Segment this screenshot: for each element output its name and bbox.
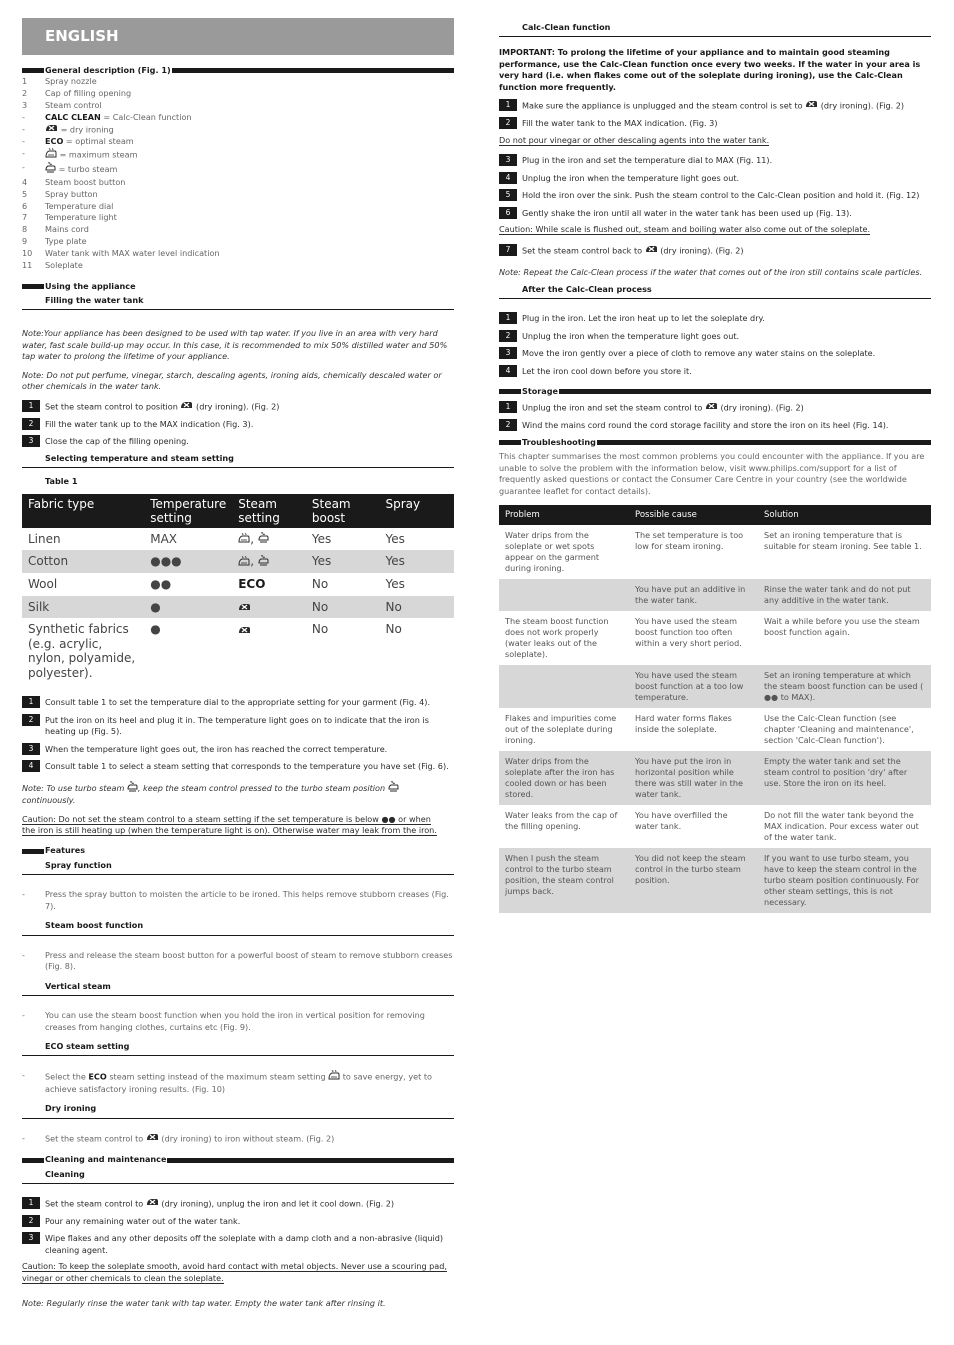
step-text: Make sure the appliance is unplugged and the steam control is set to (dry ironing). (Fig. 2): [522, 100, 905, 111]
step-text: Wipe flakes and any other deposits off the soleplate with a damp cloth and a non-abrasive (liquid) cleaning agent.: [45, 1233, 444, 1255]
section-storage: Storage: [499, 386, 931, 397]
calc-steps-a: [499, 99, 931, 129]
step-text: When the temperature light goes out, the iron has reached the correct temperature.: [45, 743, 388, 754]
section-using-appliance: Using the appliance: [22, 281, 454, 292]
dry-ironing-icon: [45, 124, 58, 136]
step-text: Consult table 1 to set the temperature dial to the appropriate setting for your garment (Fig. 4).: [45, 697, 431, 708]
step-number: 2: [22, 418, 40, 430]
table-label: Table 1: [45, 476, 78, 487]
step-text: Set the steam control to (dry ironing), unplug the iron and let it cool down. (Fig. 2): [45, 1198, 395, 1209]
parts-list-item: 3 Steam control: [22, 99, 102, 110]
step-text: Move the iron gently over a piece of cloth to remove any water stains on the soleplate.: [522, 348, 876, 359]
step-number: 2: [499, 117, 517, 129]
step-item: [499, 117, 931, 129]
step-text: Hold the iron over the sink. Push the steam control to the Calc-Clean position and hold it. (Fig. 12): [522, 190, 920, 201]
step-text: Set the steam control to position (dry ironing). (Fig. 2): [45, 401, 280, 412]
step-item: [22, 1197, 454, 1210]
table-row: Silk ● No No: [22, 596, 454, 619]
turbo-steam-icon: [388, 781, 399, 795]
step-text: Fill the water tank up to the MAX indication (Fig. 3).: [45, 418, 254, 429]
dry-ironing-icon: [238, 600, 251, 615]
max-steam-icon: [328, 1070, 340, 1083]
parts-list-item: 2 Cap of filling opening: [22, 87, 132, 98]
max-steam-icon: [238, 532, 250, 547]
step-item: [22, 714, 454, 738]
step-item: [499, 154, 931, 166]
dry-ironing-icon: [705, 402, 718, 413]
step-text: Consult table 1 to select a steam setting that corresponds to the temperature you have set (Fig. 6).: [45, 761, 449, 772]
table-row: Linen MAX , Yes Yes: [28, 531, 405, 546]
parts-list-item: 10 Water tank with MAX water level indication: [22, 248, 220, 259]
note-no-perfume: Note: Do not put perfume, vinegar, starch, descaling agents, ironing aids, chemically descaled water or other chemicals in the water tank.: [22, 369, 442, 392]
section-general-description: General description (Fig. 1): [22, 65, 454, 76]
dry-ironing-icon: [180, 401, 193, 412]
step-item: [22, 696, 454, 708]
table-row: Water drips from the soleplate after the iron has cooled down or has been stored. You have put the iron in horizontal position while there was still water in the water tank. Empty the water tank and set the steam control to position 'dry' after use. Store the iron on its heel.: [499, 751, 931, 805]
caution-steam: Caution: Do not set the steam control to a steam setting if the set temperature is below ●● or when the iron is still heating up (when the temperature light is on). Otherwise water may leak from the iron.: [22, 813, 437, 836]
max-steam-icon: [238, 555, 250, 570]
warning-vinegar: Do not pour vinegar or other descaling agents into the water tank.: [499, 134, 770, 145]
important-notice: IMPORTANT: To prolong the lifetime of your appliance and to maintain good steaming performance, use the Calc-Clean function once every two weeks. If the water in your area is very hard (i.e. when flakes come out of the soleplate during ironing), use the Calc-Clean function more frequently.: [499, 47, 921, 92]
step-number: 5: [499, 189, 517, 201]
table-header: Spray: [379, 494, 454, 528]
table-row: When I push the steam control to the turbo steam position, the steam control jumps back. You did not keep the steam control in the turbo steam position. If you want to use turbo steam, you have to keep the steam control in the turbo steam position continuously. For other steam settings, this is not necessary.: [499, 848, 931, 913]
note-rinse: Note: Regularly rinse the water tank with tap water. Empty the water tank after rinsing it.: [22, 1298, 386, 1309]
step-number: 1: [499, 99, 517, 111]
step-item: [499, 207, 931, 219]
step-text: Let the iron cool down before you store it.: [522, 365, 692, 376]
step-number: 3: [499, 347, 517, 359]
step-text: Set the steam control back to (dry ironing). (Fig. 2): [522, 244, 744, 255]
language-banner: ENGLISH: [22, 18, 454, 55]
table-row: Flakes and impurities come out of the soleplate during ironing. Hard water forms flakes inside the soleplate. Use the Calc-Clean function (see chapter 'Cleaning and maintenance', section 'Calc-Clean function').: [505, 713, 914, 746]
note-repeat: Note: Repeat the Calc-Clean process if the water that comes out of the iron still contains scale particles.: [499, 267, 923, 278]
note-turbo: Note: To use turbo steam , keep the steam control pressed to the turbo steam position continuously.: [22, 781, 454, 807]
step-item: [22, 1232, 454, 1256]
eco-text: - Select the ECO steam setting instead of the maximum steam setting to save energy, yet to achieve satisfactory ironing results. (Fig. 10): [22, 1070, 432, 1094]
parts-list: [22, 76, 454, 272]
parts-list-item: 7 Temperature light: [22, 212, 117, 223]
caution-scale: Caution: While scale is flushed out, steam and boiling water also come out of the soleplate.: [499, 224, 871, 235]
note-tap-water: Note:Your appliance has been designed to be used with tap water. If you live in an area with very hard water, fast scale build-up may occur. In this case, it is recommended to mix 50% distilled water and 50% tap water to prolong the lifetime of your appliance.: [22, 328, 448, 362]
section-features: Features: [22, 846, 454, 857]
step-item: [22, 418, 454, 430]
step-item: [22, 400, 454, 413]
table-row: You have put an additive in the water tank. Rinse the water tank and do not put any additive in the water tank.: [499, 579, 931, 611]
step-text: Plug in the iron. Let the iron heat up to let the soleplate dry.: [522, 313, 765, 324]
table-row: Water leaks from the cap of the filling opening. You have overfilled the water tank. Do not fill the water tank beyond the MAX indication. Pour excess water out of the water tank.: [505, 810, 919, 843]
step-item: [499, 172, 931, 184]
step-text: Unplug the iron when the temperature light goes out.: [522, 330, 740, 341]
turbo-steam-icon: [258, 532, 269, 547]
step-item: [499, 330, 931, 342]
step-number: 2: [22, 1215, 40, 1227]
step-number: 2: [499, 330, 517, 342]
parts-list-item: - = dry ironing: [22, 123, 114, 135]
max-steam-icon: [45, 148, 57, 162]
table-header: Possible cause: [629, 505, 758, 525]
temperature-steps: [22, 696, 454, 772]
parts-list-item: - CALC CLEAN = Calc-Clean function: [22, 111, 192, 122]
step-item: [499, 419, 931, 431]
parts-list-item: 5 Spray button: [22, 188, 98, 199]
step-item: [499, 401, 931, 414]
calc-steps-b: [499, 154, 931, 219]
step-item: [499, 312, 931, 324]
dry-ironing-icon: [146, 1198, 159, 1209]
step-number: 2: [499, 419, 517, 431]
step-item: [499, 189, 931, 201]
table-header: Fabric type: [22, 494, 144, 528]
step-number: 1: [499, 401, 517, 413]
step-text: Unplug the iron when the temperature light goes out.: [522, 172, 740, 183]
step-number: 1: [499, 312, 517, 324]
turbo-steam-icon: [127, 781, 138, 795]
turbo-steam-icon: [258, 555, 269, 570]
step-item: [22, 1215, 454, 1227]
step-item: [499, 365, 931, 377]
left-column: [22, 18, 454, 1317]
boost-text: - Press and release the steam boost button for a powerful boost of steam to remove stubborn creases (Fig. 8).: [22, 949, 453, 972]
subheading-vertical: Vertical steam: [22, 981, 454, 996]
table-row: Wool ●● ECO No Yes: [28, 577, 405, 592]
table-row: Water drips from the soleplate or wet spots appear on the garment during ironing. The set temperature is too low for steam ironing. Set an ironing temperature that is suitable for steam ironing. See table 1.: [505, 530, 922, 574]
table-header: Temperature setting: [144, 494, 232, 528]
table-header: Steam boost: [306, 494, 380, 528]
step-item: [499, 244, 931, 257]
step-text: Fill the water tank to the MAX indication. (Fig. 3): [522, 118, 718, 129]
subheading-boost: Steam boost function: [22, 920, 454, 935]
step-item: [22, 743, 454, 755]
parts-list-item: 11 Soleplate: [22, 260, 83, 271]
step-text: Gently shake the iron until all water in the water tank has been used up (Fig. 13).: [522, 207, 852, 218]
dry-ironing-icon: [805, 100, 818, 111]
step-number: 3: [22, 1232, 40, 1244]
after-steps: [499, 312, 931, 377]
table-row: Cotton ●●● , Yes Yes: [22, 550, 454, 573]
parts-list-item: 8 Mains cord: [22, 224, 89, 235]
table-header: Solution: [758, 505, 931, 525]
table-row: You have used the steam boost function at a too low temperature. Set an ironing temperature at which the steam boost function can be used ( ●● to MAX).: [499, 665, 931, 708]
step-text: Put the iron on its heel and plug it in. The temperature light goes on to indicate that the iron is heating up (Fig. 5).: [45, 714, 429, 737]
step-number: 1: [22, 1197, 40, 1209]
step-item: [499, 347, 931, 359]
cleaning-steps: [22, 1197, 454, 1256]
step-number: 4: [499, 172, 517, 184]
spray-text: - Press the spray button to moisten the article to be ironed. This helps remove stubborn creases (Fig. 7).: [22, 889, 449, 911]
step-number: 3: [22, 743, 40, 755]
subheading-cleaning: Cleaning: [22, 1169, 454, 1184]
subheading-after-calc: After the Calc-Clean process: [499, 284, 931, 299]
filling-steps: [22, 400, 454, 448]
table-row: Synthetic fabrics (e.g. acrylic, nylon, polyamide, polyester). ● No No: [28, 622, 402, 680]
turbo-steam-icon: [45, 162, 56, 177]
step-number: 4: [22, 760, 40, 772]
parts-list-item: 6 Temperature dial: [22, 200, 114, 211]
section-troubleshooting: Troubleshooting: [499, 437, 931, 448]
parts-list-item: - ECO = optimal steam: [22, 135, 134, 146]
caution-soleplate: Caution: To keep the soleplate smooth, avoid hard contact with metal objects. Never use a scouring pad, vinegar or other chemicals to clean the soleplate.: [22, 1261, 447, 1283]
dry-ironing-icon: [238, 623, 251, 638]
table-row: The steam boost function does not work properly (water leaks out of the soleplate). You have used the steam boost function too often within a very short period. Wait a while before you use the steam boost function again.: [505, 616, 920, 660]
step-number: 6: [499, 207, 517, 219]
fabric-table: [22, 494, 454, 685]
right-column: [499, 22, 931, 913]
step-text: Pour any remaining water out of the water tank.: [45, 1215, 241, 1226]
step-item: [499, 99, 931, 112]
subheading-filling: Filling the water tank: [22, 295, 454, 310]
troubleshooting-table: [499, 505, 931, 913]
step-text: Plug in the iron and set the temperature dial to MAX (Fig. 11).: [522, 155, 773, 166]
parts-list-item: 4 Steam boost button: [22, 176, 126, 187]
step-item: [22, 760, 454, 772]
step-item: [22, 435, 454, 447]
troubleshooting-intro: This chapter summarises the most common problems you could encounter with the appliance. If you are unable to solve the problem with the information below, visit www.philips.com/support for a list of frequently asked questions or contact the Consumer Care Centre in your country (see the worldwide guarantee leaflet for contact details).: [499, 451, 925, 496]
table-header: Problem: [499, 505, 629, 525]
step-number: 1: [22, 400, 40, 412]
step-number: 1: [22, 696, 40, 708]
vertical-text: - You can use the steam boost function when you hold the iron in vertical position for removing creases from hanging clothes, curtains etc (Fig. 9).: [22, 1010, 425, 1032]
step-text: Close the cap of the filling opening.: [45, 436, 189, 447]
parts-list-item: 9 Type plate: [22, 236, 87, 247]
step-number: 2: [22, 714, 40, 726]
step-number: 3: [499, 154, 517, 166]
step-number: 3: [22, 435, 40, 447]
calc-step-7: [499, 244, 931, 257]
step-text: Wind the mains cord round the cord storage facility and store the iron on its heel (Fig. 14).: [522, 419, 889, 430]
section-cleaning: Cleaning and maintenance: [22, 1155, 454, 1166]
storage-steps: [499, 401, 931, 431]
parts-list-item: 1 Spray nozzle: [22, 76, 97, 86]
step-text: Unplug the iron and set the steam control to (dry ironing). (Fig. 2): [522, 402, 804, 413]
subheading-dry: Dry ironing: [22, 1103, 454, 1118]
parts-list-item: - = maximum steam: [22, 148, 454, 162]
table-header: Steam setting: [232, 494, 306, 528]
step-number: 4: [499, 365, 517, 377]
dry-text: - Set the steam control to (dry ironing) to iron without steam. (Fig. 2): [22, 1132, 335, 1144]
subheading-eco: ECO steam setting: [22, 1041, 454, 1056]
dry-ironing-icon: [146, 1133, 159, 1144]
parts-list-item: - = turbo steam: [22, 162, 454, 177]
subheading-selecting: Selecting temperature and steam setting: [22, 453, 454, 468]
dry-ironing-icon: [645, 245, 658, 256]
subheading-calc-clean: Calc-Clean function: [499, 22, 931, 37]
subheading-spray: Spray function: [22, 860, 454, 875]
step-number: 7: [499, 244, 517, 256]
